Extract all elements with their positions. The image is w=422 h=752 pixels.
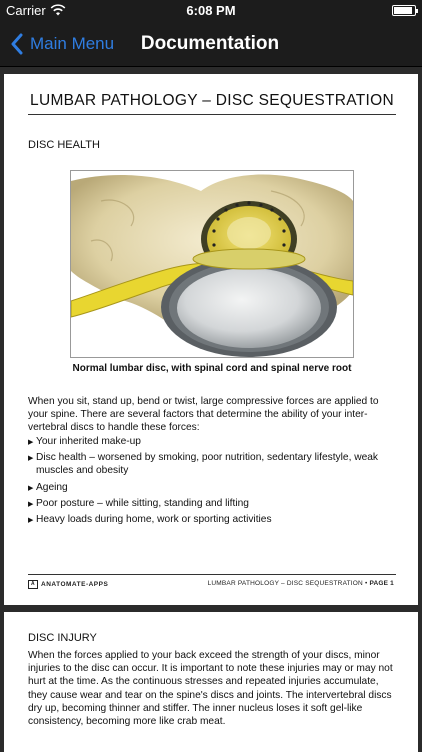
footer-brand-label: ANATOMATE-APPS bbox=[41, 581, 109, 588]
list-item bbox=[28, 481, 398, 494]
lumbar-disc-illustration bbox=[70, 170, 354, 358]
section-heading: DISC HEALTH bbox=[28, 139, 100, 151]
navigation-bar bbox=[0, 22, 422, 67]
list-item bbox=[28, 451, 398, 477]
page-title: LUMBAR PATHOLOGY – DISC SEQUESTRATION bbox=[30, 92, 394, 109]
battery-fill bbox=[394, 7, 412, 14]
list-item-text: Poor posture – while sitting, standing and lifting bbox=[36, 497, 249, 509]
triangle-right-icon: ▶ bbox=[28, 500, 34, 508]
list-item-text: Disc health – worsened by smoking, poor nutrition, sedentary lifestyle, weak muscles and obesity bbox=[36, 452, 379, 477]
list-item-text: Your inherited make-up bbox=[36, 436, 141, 447]
triangle-right-icon: ▶ bbox=[28, 484, 34, 492]
document-page-1[interactable] bbox=[4, 74, 418, 605]
footer-section: LUMBAR PATHOLOGY – DISC SEQUESTRATION • bbox=[207, 580, 370, 587]
anatomy-image bbox=[71, 171, 353, 357]
footer-page-number: PAGE 1 bbox=[369, 580, 394, 587]
document-page-2[interactable] bbox=[4, 612, 418, 752]
injury-paragraph: When the forces applied to your back exceed the strength of your discs, minor injuries to the disc can occur. It is important to note these injuries may or may not hurt at the time. As the continuous stresses and repeated injuries accumulate, they cause wear and tear on the spine's discs and joints. The intervertebral discs dry up, becoming thinner and stiffer. The inner nucleus loses it soft gel-like consistency, becoming more like crab meat. bbox=[28, 650, 393, 728]
logo-icon: A bbox=[28, 580, 38, 589]
list-item bbox=[28, 497, 398, 510]
triangle-right-icon: ▶ bbox=[28, 439, 34, 446]
triangle-right-icon: ▶ bbox=[28, 517, 34, 525]
list-item bbox=[28, 513, 398, 526]
clock: 6:08 PM bbox=[186, 3, 236, 18]
carrier-label: Carrier bbox=[6, 3, 46, 18]
list-item-text: Ageing bbox=[36, 481, 68, 493]
battery-icon bbox=[392, 5, 416, 16]
footer-page-info bbox=[208, 580, 394, 587]
back-button-label: Main Menu bbox=[30, 34, 115, 53]
nav-title: Documentation bbox=[140, 33, 280, 54]
title-divider bbox=[28, 114, 396, 115]
status-bar bbox=[0, 0, 422, 22]
chevron-left-icon bbox=[10, 33, 24, 55]
footer-divider bbox=[28, 574, 396, 575]
list-item bbox=[28, 435, 398, 448]
intro-paragraph: When you sit, stand up, bend or twist, large compressive forces are applied to your spine. There are several factors that determine the ability of your inter-vertebral discs to handle these forces: bbox=[28, 396, 379, 434]
back-button[interactable] bbox=[10, 31, 114, 57]
section-heading: DISC INJURY bbox=[28, 632, 97, 644]
triangle-right-icon: ▶ bbox=[28, 455, 34, 463]
list-item-text: Heavy loads during home, work or sporting activities bbox=[36, 514, 272, 526]
figure-caption: Normal lumbar disc, with spinal cord and spinal nerve root bbox=[72, 363, 352, 374]
footer-brand bbox=[28, 580, 108, 589]
risk-factor-list bbox=[28, 435, 398, 529]
